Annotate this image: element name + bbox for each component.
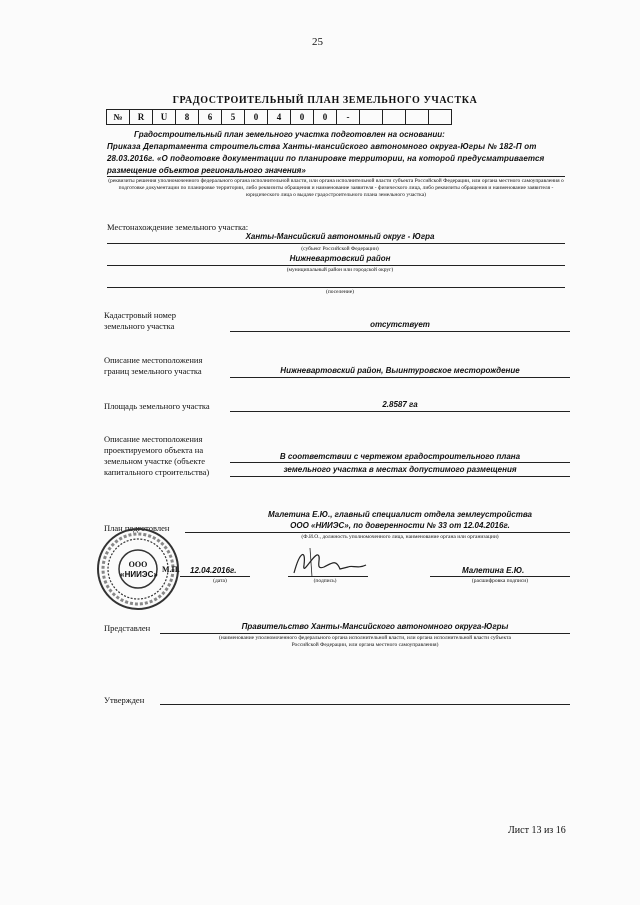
location-subject: Ханты-Мансийский автономный округ - Югра xyxy=(245,232,435,241)
plan-number-cell: № xyxy=(107,110,130,125)
plan-number-cell: U xyxy=(153,110,176,125)
object-value-1: В соответствии с чертежом градостроительного плана xyxy=(279,452,521,461)
district-caption: (муниципальный район или городской округ) xyxy=(286,267,394,273)
plan-number-cell: 0 xyxy=(291,110,314,125)
object-value-2: земельного участка в местах допустимого размещения xyxy=(283,465,517,474)
location-label: Местонахождение земельного участка: xyxy=(107,222,249,232)
cadastral-label-1: Кадастровый номер xyxy=(104,310,176,320)
prepared-date: 12.04.2016г. xyxy=(190,566,237,575)
basis-heading: Градостроительный план земельного участка подготовлен на основании: xyxy=(134,130,445,139)
borders-value: Нижневартовский район, Выинтуровское месторождение xyxy=(280,366,520,375)
basis-line-2: 28.03.2016г. «О подготовке документации по планировке территории, на которой предусматривается xyxy=(107,154,545,163)
cadastral-value: отсутствует xyxy=(370,320,430,329)
presented-caption-2: Российской Федерации, или органа местного самоуправления) xyxy=(291,642,439,648)
page-number: 25 xyxy=(312,36,323,48)
settlement-caption: (поселение) xyxy=(326,289,354,295)
stamp-name: «НИИЭС» xyxy=(120,570,158,579)
area-value: 2.8587 га xyxy=(382,400,418,409)
document-title: ГРАДОСТРОИТЕЛЬНЫЙ ПЛАН ЗЕМЕЛЬНОГО УЧАСТКА xyxy=(172,95,478,106)
signature-caption: (подпись) xyxy=(313,578,337,584)
cadastral-label-2: земельного участка xyxy=(104,321,175,331)
stamp-org: ООО xyxy=(128,560,148,569)
plan-number-cell: 0 xyxy=(314,110,337,125)
presented-label: Представлен xyxy=(104,623,151,633)
location-district: Нижневартовский район xyxy=(289,254,391,263)
plan-number-cell xyxy=(406,110,429,125)
basis-caption: (реквизиты решения уполномоченного федерального органа исполнительной власти, или органа исполнительной власти субъекта Российской Федерации, или органа местного самоуправления о подготовке документации по планировке территории, либо реквизиты обращения и наименование заявителя - физического лица, либо реквизиты обращения и наименование заявителя - юридического лица о выдаче градостроительного плана земельного участка) xyxy=(108,178,564,198)
plan-number-cell xyxy=(360,110,383,125)
plan-number-cell: R xyxy=(130,110,153,125)
borders-label-2: границ земельного участка xyxy=(104,366,202,376)
name-caption: (расшифровка подписи) xyxy=(471,578,529,584)
plan-number-cell: 5 xyxy=(222,110,245,125)
prepared-label: План подготовлен xyxy=(104,523,170,533)
object-label-2: проектируемого объекта на xyxy=(104,445,204,455)
person-caption: (Ф.И.О., должность уполномоченного лица, наименование органа или организации) xyxy=(301,534,499,540)
basis-line-1: Приказа Департамента строительства Ханты-мансийского автономного округа-Югры № 182-П от xyxy=(107,142,537,151)
object-label-1: Описание местоположения xyxy=(104,434,203,444)
plan-number-cell xyxy=(383,110,406,125)
plan-number-cell: 8 xyxy=(176,110,199,125)
borders-label-1: Описание местоположения xyxy=(104,355,203,365)
signature xyxy=(288,545,378,580)
basis-line-3: размещение объектов регионального значения» xyxy=(107,166,306,175)
plan-number-cell: 4 xyxy=(268,110,291,125)
sheet-footer: Лист 13 из 16 xyxy=(508,825,566,836)
stamp-mp: М.П. xyxy=(162,565,180,574)
presented-caption-1: (наименование уполномоченного федерального органа исполнительной власти, или органа исполнительной власти субъекта xyxy=(219,635,511,641)
plan-number-cell xyxy=(429,110,452,125)
subject-caption: (субъект Российской Федерации) xyxy=(301,246,379,252)
object-label-3: земельном участке (объекте xyxy=(104,456,206,466)
approved-label: Утвержден xyxy=(104,695,145,705)
plan-number-cell: 0 xyxy=(245,110,268,125)
prepared-person-1: Малетина Е.Ю., главный специалист отдела землеустройства xyxy=(267,510,533,519)
date-caption: (дата) xyxy=(213,578,227,584)
prepared-person-2: ООО «НИИЭС», по доверенности № 33 от 12.04.2016г. xyxy=(290,521,510,530)
object-label-4: капитального строительства) xyxy=(104,467,210,477)
plan-number-cell: 6 xyxy=(199,110,222,125)
plan-number-cell: - xyxy=(337,110,360,125)
area-label: Площадь земельного участка xyxy=(104,401,210,411)
plan-number-table xyxy=(106,109,452,125)
presented-value: Правительство Ханты-Мансийского автономного округа-Югры xyxy=(241,622,509,631)
prepared-name: Малетина Е.Ю. xyxy=(462,566,525,575)
